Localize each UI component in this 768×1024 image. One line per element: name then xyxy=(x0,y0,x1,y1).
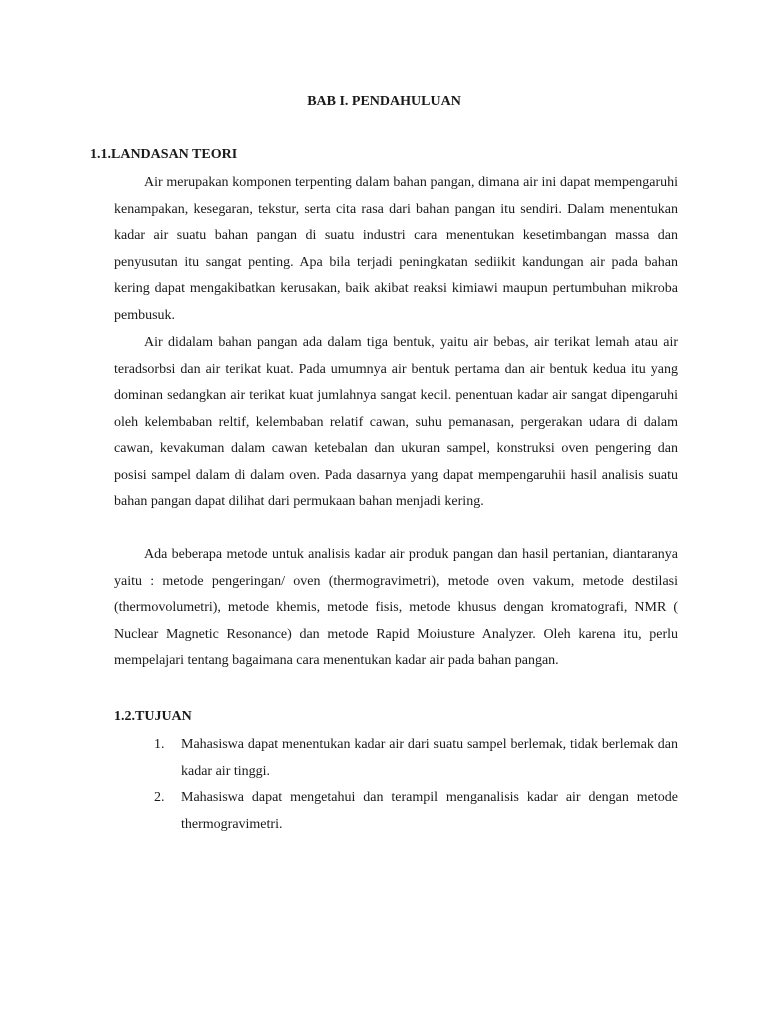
list-item-number: 1. xyxy=(154,737,165,752)
paragraph-2: Air didalam bahan pangan ada dalam tiga bentuk, yaitu air bebas, air terikat lemah atau air teradsorbsi dan air terikat kuat. Pada umumnya air bentuk pertama dan air bentuk kedua itu yang dominan sedangkan air terikat kuat jumlahnya sangat kecil. penentuan kadar air sangat dipengaruhi oleh kelembaban reltif, kelembaban relatif cawan, suhu pemanasan, pergerakan udara di dalam cawan, kevakuman dalam cawan ketebalan dan ukuran sampel, konstruksi oven pengering dan posisi sampel dalam di dalam oven. Pada dasarnya yang dapat mempengaruhii hasil analisis suatu bahan pangan dapat dilihat dari permukaan bahan menjadi kering. xyxy=(114,335,678,509)
list-item-text: Mahasiswa dapat menentukan kadar air dari suatu sampel berlemak, tidak berlemak dan kadar air tinggi. xyxy=(181,737,678,779)
list-item xyxy=(154,732,678,785)
list-item-text: Mahasiswa dapat mengetahui dan terampil menganalisis kadar air dengan metode thermogravimetri. xyxy=(181,790,678,832)
section-heading-tujuan: 1.2.TUJUAN xyxy=(114,709,192,724)
paragraph-1: Air merupakan komponen terpenting dalam bahan pangan, dimana air ini dapat mempengaruhi kenampakan, kesegaran, tekstur, serta cita rasa dari bahan pangan itu sendiri. Dalam menentukan kadar air suatu bahan pangan di suatu industri cara menentukan kesetimbangan massa dan penyusutan itu sangat penting. Apa bila terjadi peningkatan sediikit kandungan air pada bahan kering dapat mengakibatkan kerusakan, baik akibat reaksi kimiawi maupun pertumbuhan mikroba pembusuk. xyxy=(114,175,678,323)
goals-list xyxy=(154,732,678,838)
paragraph-3: Ada beberapa metode untuk analisis kadar air produk pangan dan hasil pertanian, diantaranya yaitu : metode pengeringan/ oven (thermogravimetri), metode oven vakum, metode destilasi (thermovolumetri), metode khemis, metode fisis, metode khusus dengan kromatografi, NMR ( Nuclear Magnetic Resonance) dan metode Rapid Moiusture Analyzer. Oleh karena itu, perlu mempelajari tentang bagaimana cara menentukan kadar air pada bahan pangan. xyxy=(114,547,678,668)
list-item xyxy=(154,785,678,838)
chapter-title: BAB I. PENDAHULUAN xyxy=(307,94,461,109)
list-item-number: 2. xyxy=(154,790,165,805)
section-heading-landasan-teori: 1.1.LANDASAN TEORI xyxy=(90,147,238,162)
